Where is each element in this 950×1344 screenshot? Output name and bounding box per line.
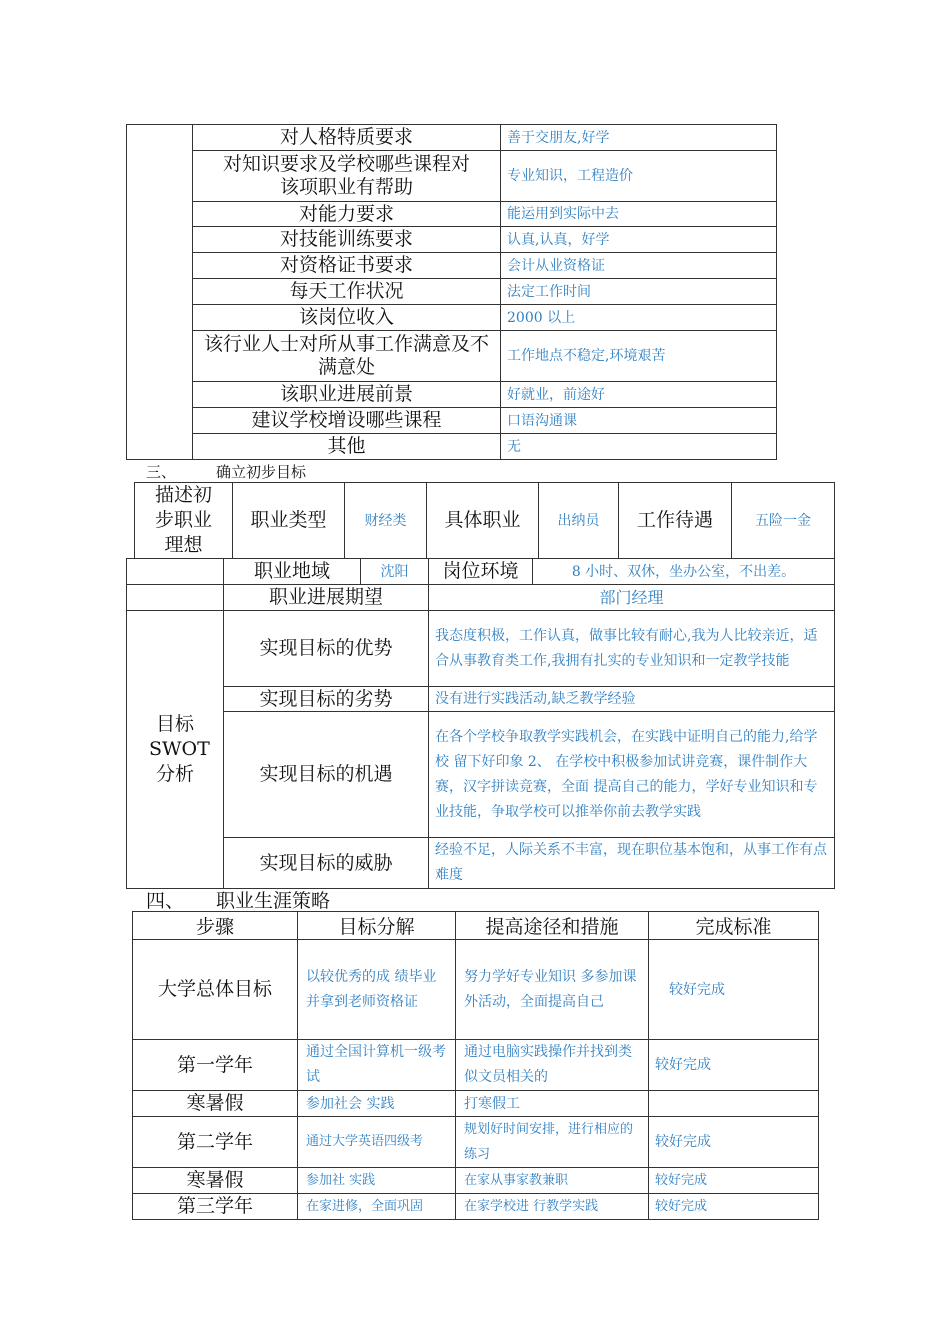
step-cell: 第二学年 [133,1117,298,1168]
describe-ideal-label: 描述初步职业理想 [135,483,233,559]
blank-cell [127,559,224,585]
row-value: 无 [501,434,777,460]
swot-item-label: 实现目标的劣势 [224,687,429,712]
standard-cell: 较好完成 [649,940,819,1040]
row-label: 每天工作状况 [193,279,501,305]
swot-item-value: 经验不足，人际关系不丰富，现在职位基本饱和，从事工作有点难度 [429,838,835,889]
swot-item-label: 实现目标的威胁 [224,838,429,889]
header-step: 步骤 [133,912,298,940]
step-cell: 第三学年 [133,1194,298,1220]
header-measure: 提高途径和措施 [456,912,649,940]
row-value: 能运用到实际中去 [501,202,777,227]
goal-cell: 在家进修，全面巩固 [298,1194,456,1220]
measure-cell: 打寒假工 [456,1091,649,1117]
swot-table [126,558,835,889]
row-label: 对技能训练要求 [193,227,501,253]
section4-number: 四、 [146,890,185,912]
row-label: 该职业进展前景 [193,382,501,408]
row-value: 好就业，前途好 [501,382,777,408]
row-label: 该行业人士对所从事工作满意及不满意处 [193,331,501,382]
region-label: 职业地域 [224,559,361,585]
row-label: 对能力要求 [193,202,501,227]
section4-title: 职业生涯策略 [216,890,331,912]
expectation-value: 部门经理 [429,585,835,611]
row-value: 认真,认真，好学 [501,227,777,253]
left-blank-cell [127,125,193,460]
row-label: 对人格特质要求 [193,125,501,151]
measure-cell: 在家学校进 行教学实践 [456,1194,649,1220]
step-cell: 寒暑假 [133,1091,298,1117]
row-label: 对资格证书要求 [193,253,501,279]
career-type-label: 职业类型 [233,483,345,559]
strategy-table [132,911,819,1220]
row-label: 该岗位收入 [193,305,501,331]
step-cell: 大学总体目标 [133,940,298,1040]
row-label: 其他 [193,434,501,460]
specific-job-label: 具体职业 [427,483,539,559]
section3-number: 三、 [146,463,177,481]
step-cell: 第一学年 [133,1040,298,1091]
benefits-value: 五险一金 [732,483,835,559]
standard-cell [649,1091,819,1117]
benefits-label: 工作待遇 [619,483,732,559]
blank-cell [127,585,224,611]
row-value: 工作地点不稳定,环境艰苦 [501,331,777,382]
section3-title: 确立初步目标 [216,463,307,481]
swot-item-label: 实现目标的优势 [224,611,429,687]
specific-job-value: 出纳员 [539,483,619,559]
goal-cell: 参加社会 实践 [298,1091,456,1117]
career-research-table [126,124,777,460]
region-value: 沈阳 [361,559,429,585]
standard-cell: 较好完成 [649,1117,819,1168]
standard-cell: 较好完成 [649,1168,819,1194]
swot-item-label: 实现目标的机遇 [224,712,429,838]
header-goal: 目标分解 [298,912,456,940]
expectation-label: 职业进展期望 [224,585,429,611]
swot-item-value: 在各个学校争取教学实践机会，在实践中证明自己的能力,给学校 留下好印象 2、 在学校中积极参加试讲竞赛，课件制作大赛，汉字拼读竞赛，全面 提高自己的能力，学好专业知识和专业技能，争取学校可以推举你前去教学实践 [429,712,835,838]
career-type-value: 财经类 [345,483,427,559]
standard-cell: 较好完成 [649,1194,819,1220]
goal-cell: 以较优秀的成 绩毕业并拿到老师资格证 [298,940,456,1040]
row-value: 专业知识，工程造价 [501,151,777,202]
environment-value: 8 小时、双休，坐办公室，不出差。 [533,559,835,585]
measure-cell: 规划好时间安排，进行相应的练习 [456,1117,649,1168]
goal-cell: 参加社 实践 [298,1168,456,1194]
row-value: 法定工作时间 [501,279,777,305]
career-ideal-table [134,482,835,559]
section3-heading [146,461,306,482]
row-value: 口语沟通课 [501,408,777,434]
row-label: 建议学校增设哪些课程 [193,408,501,434]
goal-cell: 通过大学英语四级考 [298,1117,456,1168]
measure-cell: 努力学好专业知识 多参加课外活动，全面提高自己 [456,940,649,1040]
row-value: 善于交朋友,好学 [501,125,777,151]
environment-label: 岗位环境 [429,559,533,585]
row-value: 会计从业资格证 [501,253,777,279]
row-value: 2000 以上 [501,305,777,331]
header-standard: 完成标准 [649,912,819,940]
row-label: 对知识要求及学校哪些课程对该项职业有帮助 [193,151,501,202]
measure-cell: 通过电脑实践操作并找到类似文员相关的 [456,1040,649,1091]
section4-heading [146,886,330,913]
swot-label: 目标SWOT分析 [127,611,224,889]
measure-cell: 在家从事家教兼职 [456,1168,649,1194]
swot-item-value: 我态度积极，工作认真，做事比较有耐心,我为人比较亲近，适合从事教育类工作,我拥有扎实的专业知识和一定教学技能 [429,611,835,687]
goal-cell: 通过全国计算机一级考试 [298,1040,456,1091]
swot-item-value: 没有进行实践活动,缺乏教学经验 [429,687,835,712]
standard-cell: 较好完成 [649,1040,819,1091]
step-cell: 寒暑假 [133,1168,298,1194]
